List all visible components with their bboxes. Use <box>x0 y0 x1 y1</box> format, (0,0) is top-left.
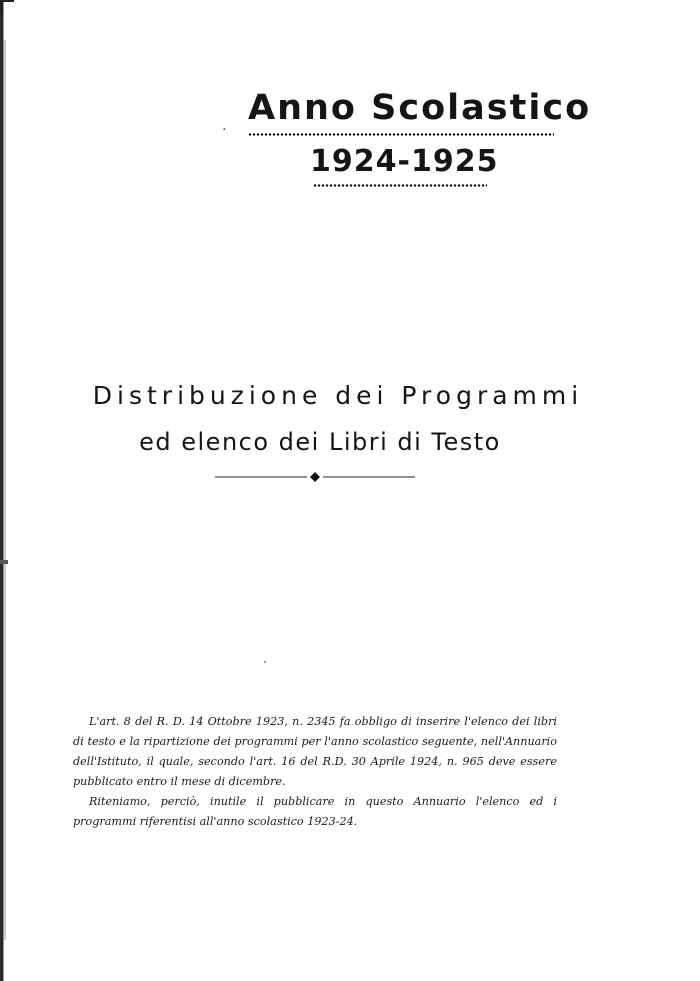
diamond-rule-ornament-icon <box>215 470 415 484</box>
page-title: Anno Scolastico <box>248 88 592 128</box>
dotted-rule-top <box>248 132 554 137</box>
book-spine-edge <box>0 0 8 981</box>
notice-text <box>73 712 557 832</box>
school-year: 1924-1925 <box>310 144 499 179</box>
notice-paragraph-2: Riteniamo, perciò, inutile il pubblicare in questo Annuario l'elenco ed i programmi riferentisi all'anno scolastico 1923-24. <box>73 795 557 828</box>
notice-paragraph-1: L'art. 8 del R. D. 14 Ottobre 1923, n. 2345 fa obbligo di inserire l'elenco dei libri di testo e la ripartizione dei programmi per l'anno scolastico seguente, nell'Annuario dell'Istituto, il quale, secondo l'art. 16 del R.D. 30 Aprile 1924, n. 965 deve essere pubblicato entro il mese di dicembre. <box>73 715 557 788</box>
title-dot: . <box>222 118 227 134</box>
subtitle-line-2: ed elenco dei Libri di Testo <box>139 428 501 456</box>
corner-mark-icon <box>0 0 16 14</box>
paper-speck <box>264 661 266 663</box>
dotted-rule-bottom <box>313 183 487 188</box>
subtitle-line-1: Distribuzione dei Programmi <box>92 381 584 410</box>
